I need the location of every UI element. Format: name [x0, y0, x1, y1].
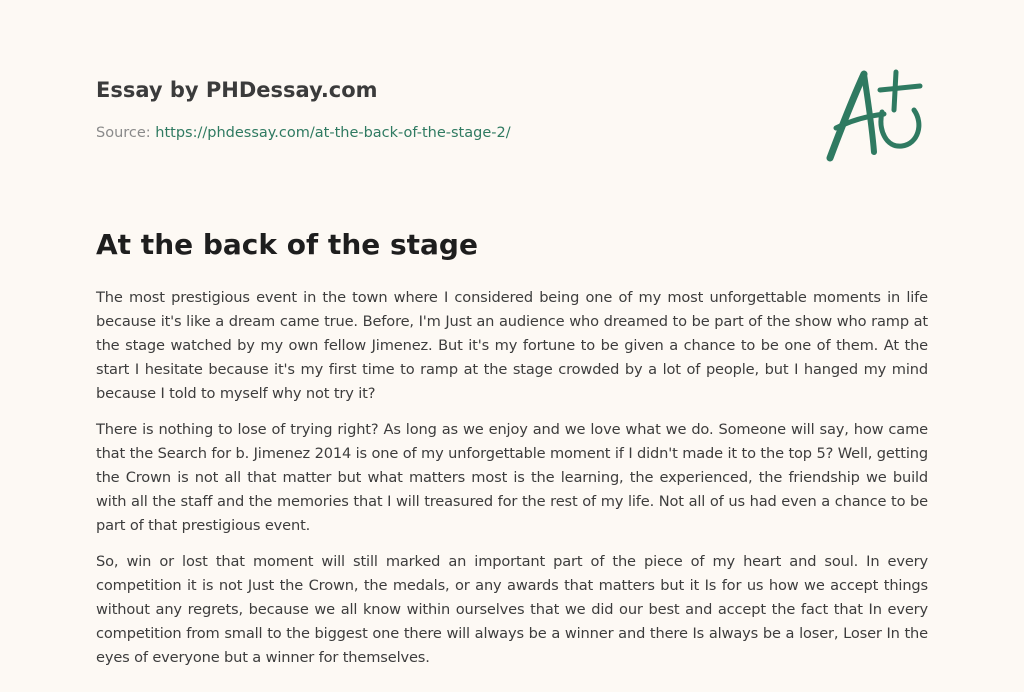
brand-title: Essay by PHDessay.com	[96, 78, 378, 102]
source-link[interactable]: https://phdessay.com/at-the-back-of-the-stage-2/	[155, 125, 511, 141]
essay-paragraph: So, win or lost that moment will still marked an important part of the piece of my heart and soul. In every competition it is not Just the Crown, the medals, or any awards that matters but it Is for us how we accept things without any regrets, because we all know within ourselves that we did our best and accept the fact that In every competition from small to the biggest one there will always be a winner and there Is always be a loser, Loser In the eyes of everyone but a winner for themselves.	[96, 553, 928, 666]
essay-body	[96, 286, 928, 682]
source-line	[96, 123, 796, 143]
essay-paragraph: The most prestigious event in the town where I considered being one of my most unforgettable moments in life because it's like a dream came true. Before, I'm Just an audience who dreamed to be part of the show who ramp at the stage watched by my own fellow Jimenez. But it's my fortune to be given a chance to be one of them. At the start I hesitate because it's my first time to ramp at the stage crowded by a lot of people, but I hanged my mind because I told to myself why not try it?	[96, 289, 928, 402]
site-header	[96, 76, 796, 143]
essay-paragraph: There is nothing to lose of trying right? As long as we enjoy and we love what we do. Someone will say, how came that the Search for b. Jimenez 2014 is one of my unforgettable moment if I didn't made it to the top 5? Well, getting the Crown is not all that matter but what matters most is the learning, the experienced, the friendship we build with all the staff and the memories that I will treasured for the rest of my life. Not all of us had even a chance to be part of that prestigious event.	[96, 421, 928, 534]
source-label: Source:	[96, 125, 151, 141]
essay-title: At the back of the stage	[96, 228, 478, 261]
a-plus-grade-icon	[822, 66, 930, 166]
